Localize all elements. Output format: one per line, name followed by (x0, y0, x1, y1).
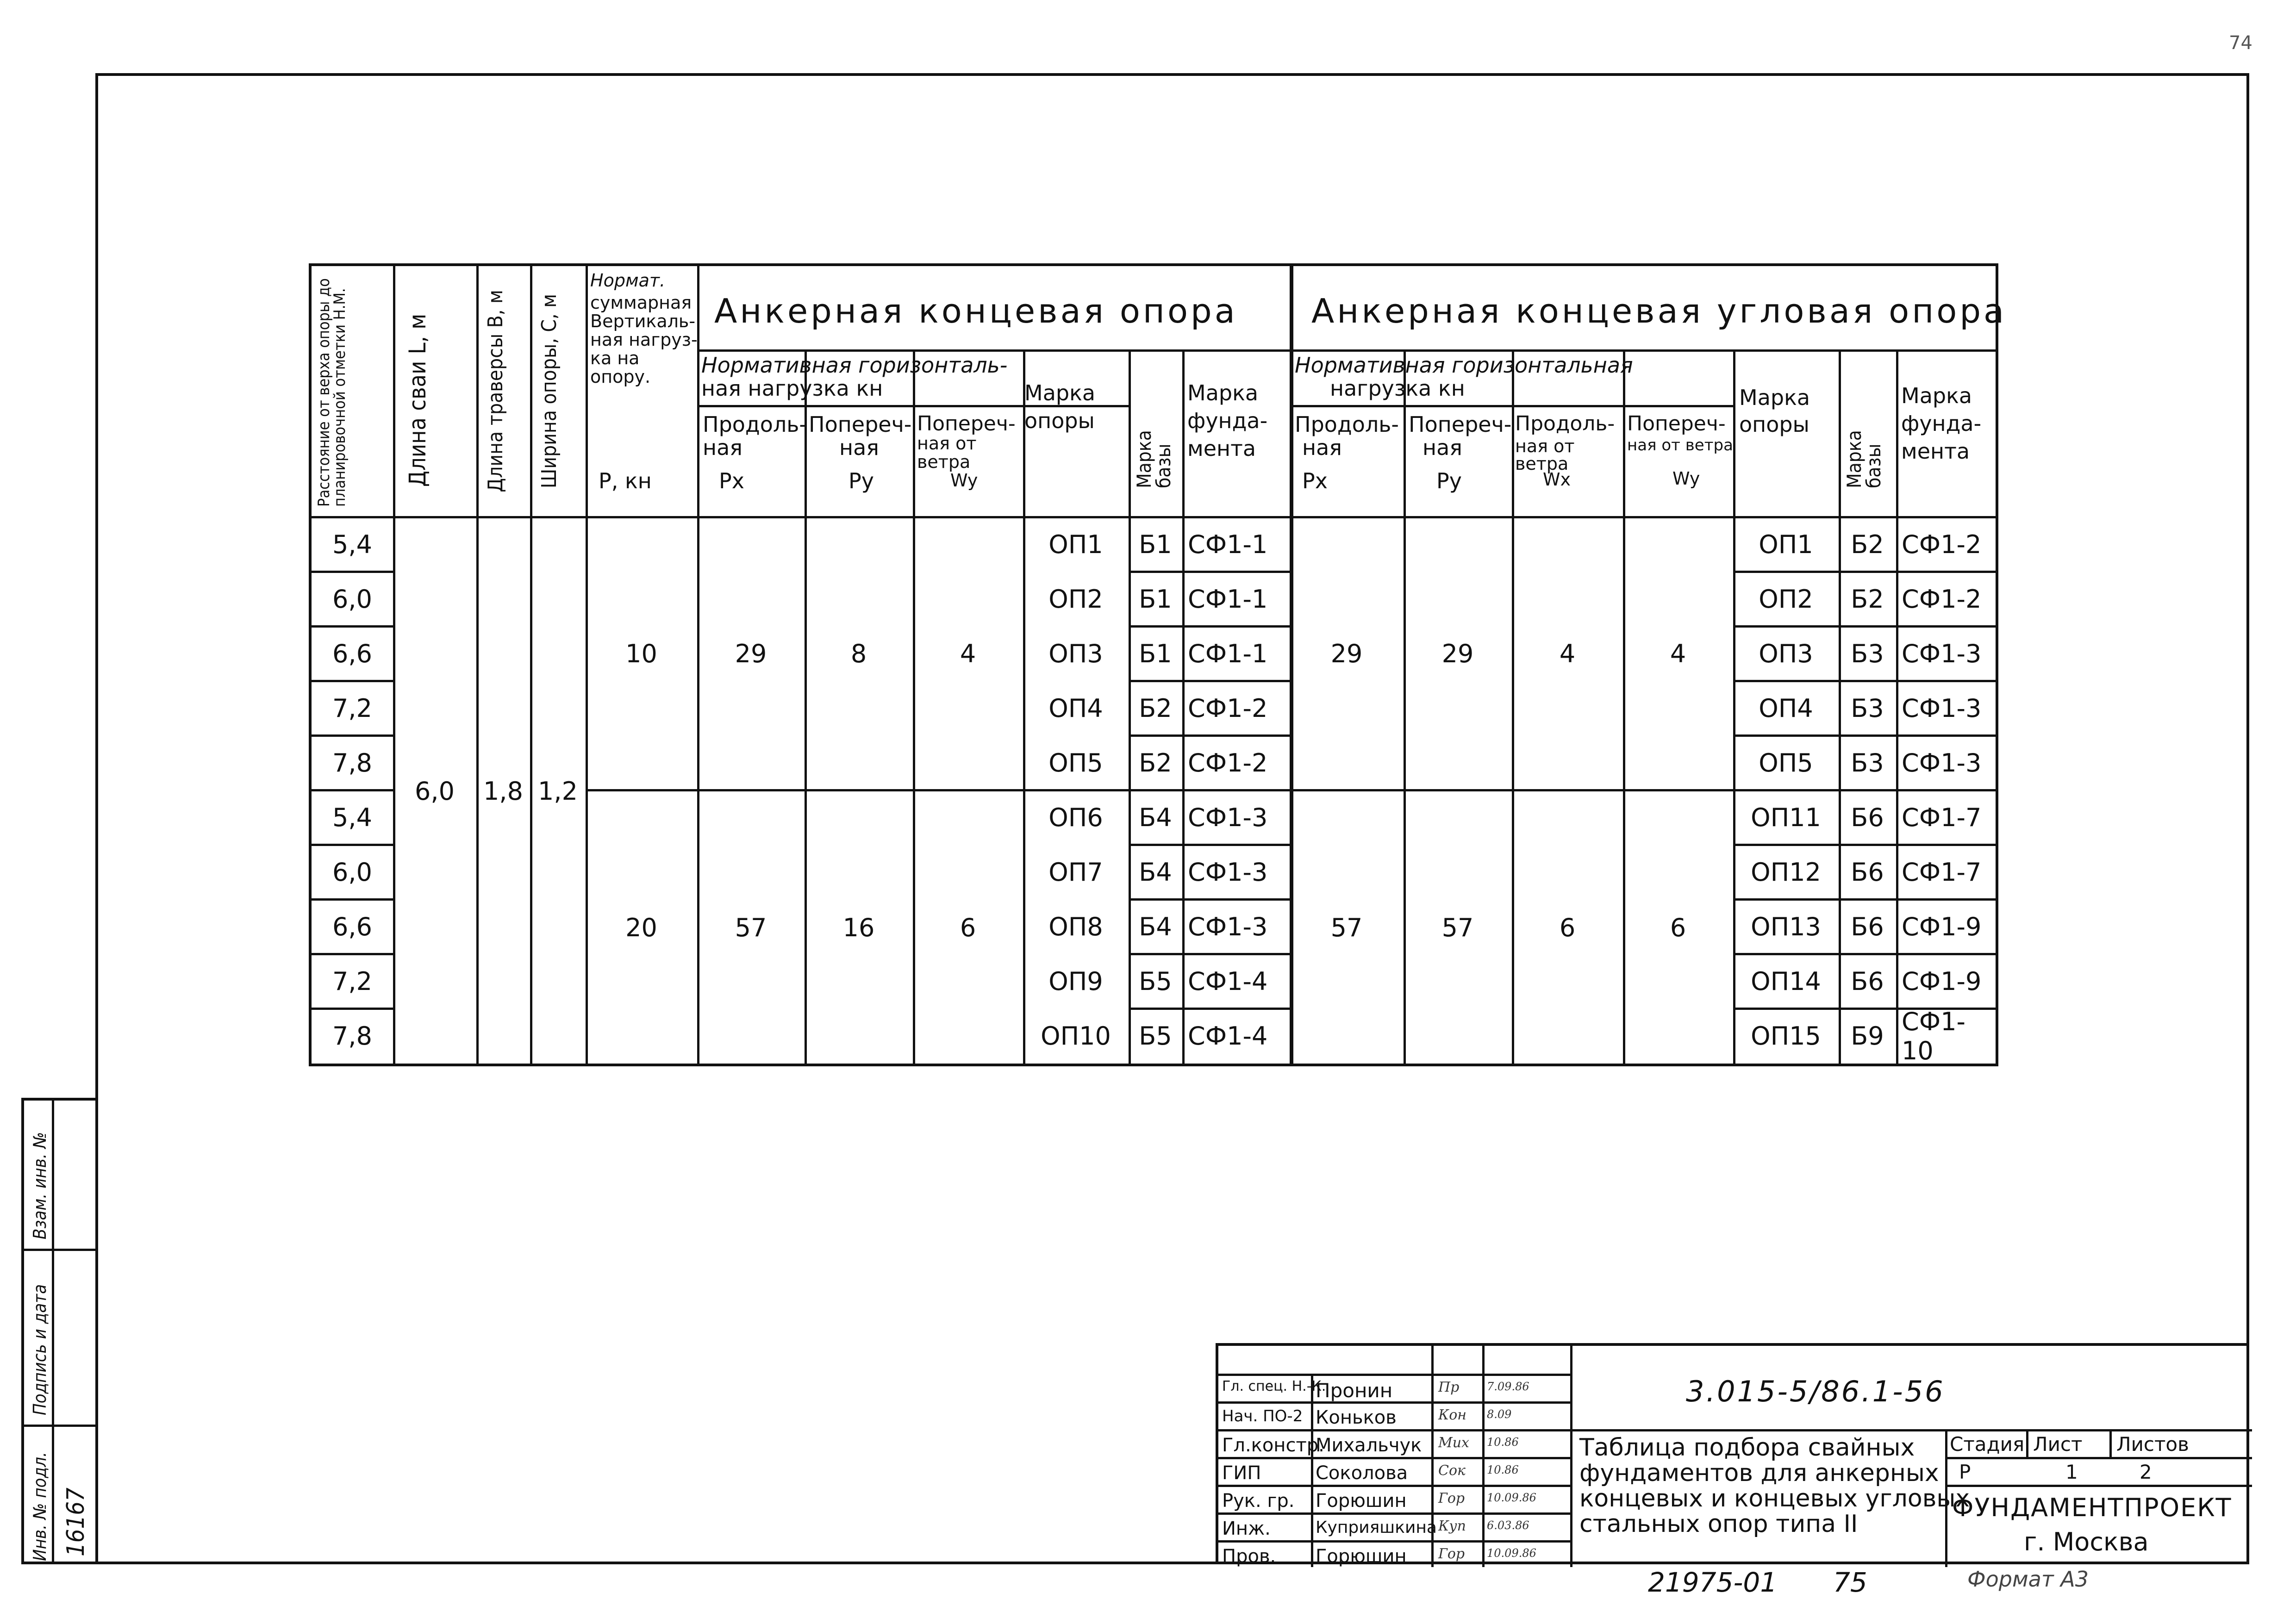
right-fund: СФ1-7 (1902, 803, 1982, 832)
right-wy-h3: Wy (1672, 468, 1700, 489)
group2-py: 16 (842, 913, 875, 942)
group2-right-px: 57 (1330, 913, 1363, 942)
left-group-title: Анкерная концевая опора (714, 292, 1238, 330)
sign-date: 7.09.86 (1487, 1380, 1529, 1393)
right-opora: ОП2 (1759, 585, 1813, 614)
right-opora: ОП11 (1751, 803, 1821, 832)
right-px-h3: Px (1302, 468, 1328, 493)
support-width-value: 1,2 (538, 776, 578, 806)
right-fund: СФ1-3 (1902, 748, 1982, 778)
role: Гл.констр. (1222, 1435, 1324, 1456)
right-opora: ОП12 (1751, 858, 1821, 887)
inv-label: Инв. № подл. (30, 1452, 50, 1561)
right-wy-h2: ная от ветра (1627, 436, 1733, 454)
right-marka-opory-1: Марка (1739, 385, 1810, 410)
right-fund: СФ1-9 (1902, 967, 1982, 996)
left-baza: Б4 (1139, 803, 1172, 832)
title-block (1216, 1343, 2249, 1567)
role: Гл. спец. Н.-К. (1222, 1378, 1326, 1394)
right-opora: ОП13 (1751, 912, 1821, 941)
left-py-h3: Py (849, 468, 874, 493)
sheet-label: Лист (2033, 1433, 2083, 1456)
sheet-format: Формат А3 (1967, 1567, 2089, 1592)
right-opora: ОП14 (1751, 967, 1821, 996)
left-px-h3: Px (719, 468, 744, 493)
stage-label: Стадия (1950, 1433, 2025, 1456)
header-pile-length: Длина сваи L, м (404, 313, 431, 487)
header-p-unit: Р, кн (599, 468, 652, 493)
right-marka-fund-1: Марка (1901, 383, 1972, 408)
right-wx-h3: ветра (1515, 454, 1569, 474)
sheet-value: 1 (2065, 1461, 2078, 1483)
left-baza: Б4 (1139, 912, 1172, 941)
left-marka-bazy: Марка базы (1133, 430, 1175, 488)
left-px-h2: ная (703, 435, 742, 460)
group2-wy: 6 (960, 913, 976, 942)
left-opora: ОП6 (1048, 803, 1103, 832)
left-baza: Б5 (1139, 1021, 1172, 1051)
left-load-title-1: Нормативная горизонталь- (701, 353, 1008, 378)
role: Пров. (1222, 1546, 1276, 1567)
person-name: Пронин (1316, 1379, 1393, 1402)
left-opora: ОП8 (1048, 912, 1103, 941)
header-p-line6: опору. (590, 367, 651, 387)
group1-wy: 4 (960, 639, 976, 668)
right-fund: СФ1-2 (1902, 530, 1982, 559)
left-stamp (21, 1098, 95, 1564)
group1-right-wy: 4 (1670, 639, 1686, 668)
header-p-line4: ная нагруз- (590, 330, 698, 350)
person-name: Куприяшкина (1316, 1518, 1437, 1537)
sign-date: 10.86 (1487, 1463, 1519, 1476)
right-wx-h1: Продоль- (1515, 412, 1615, 436)
header-p-line2: суммарная (590, 292, 692, 313)
pile-length-value: 6,0 (415, 776, 455, 806)
left-opora: ОП2 (1048, 585, 1103, 614)
right-px-h1: Продоль- (1295, 412, 1399, 437)
signature: Мих (1438, 1435, 1469, 1451)
right-marka-fund-2: фунда- (1901, 411, 1982, 436)
person-name: Михальчук (1316, 1435, 1422, 1456)
left-opora: ОП7 (1048, 858, 1103, 887)
sign-label: Подпись и дата (30, 1284, 50, 1415)
group1-p: 10 (625, 639, 657, 668)
height-cell: 5,4 (332, 530, 372, 559)
signature: Гор (1438, 1546, 1465, 1562)
left-wy-h2: ная от (917, 433, 977, 454)
document-code: 3.015-5/86.1-56 (1686, 1375, 1945, 1408)
height-cell: 6,6 (332, 639, 372, 668)
group1-right-px: 29 (1330, 639, 1363, 668)
archive-number: 21975-01 (1648, 1567, 1778, 1598)
right-load-title-2: нагрузка кн (1330, 376, 1465, 401)
stage-value: Р (1959, 1461, 1971, 1483)
right-wx-h4: Wx (1543, 469, 1571, 490)
header-traverse-length: Длина траверсы В, м (484, 290, 507, 492)
sheets-label: Листов (2116, 1433, 2189, 1456)
left-fund: СФ1-4 (1188, 1021, 1268, 1051)
right-py-h3: Py (1436, 468, 1462, 493)
document-title-line: Таблица подбора свайных (1579, 1434, 1915, 1462)
right-baza: Б6 (1851, 858, 1884, 887)
left-opora: ОП3 (1048, 639, 1103, 668)
header-distance: Расстояние от верха опоры до планировочной отметки Н.М. (315, 278, 349, 507)
person-name: Горюшин (1316, 1546, 1407, 1567)
left-load-title-2: ная нагрузка кн (701, 376, 883, 401)
document-title-line: концевых и концевых угловых (1579, 1485, 1970, 1512)
left-fund: СФ1-1 (1188, 530, 1268, 559)
group2-right-py: 57 (1441, 913, 1474, 942)
height-cell: 5,4 (332, 803, 372, 832)
header-p-line3: Вертикаль- (590, 311, 696, 331)
height-cell: 7,2 (332, 694, 372, 723)
header-p-line1: Нормат. (590, 270, 666, 291)
right-fund: СФ1-7 (1902, 858, 1982, 887)
person-name: Коньков (1316, 1407, 1397, 1428)
document-title-line: фундаментов для анкерных (1579, 1459, 1939, 1487)
left-baza: Б1 (1139, 585, 1172, 614)
right-marka-fund-3: мента (1901, 439, 1970, 464)
right-fund: СФ1-3 (1902, 694, 1982, 723)
role: Инж. (1222, 1518, 1271, 1539)
organization: ФУНДАМЕНТПРОЕКТ (1952, 1493, 2232, 1522)
sign-date: 8.09 (1487, 1408, 1512, 1421)
right-wy-h1: Попереч- (1627, 412, 1726, 436)
left-baza: Б2 (1139, 748, 1172, 778)
right-baza: Б2 (1851, 585, 1884, 614)
left-wy-h4: Wy (950, 470, 978, 491)
right-baza: Б6 (1851, 803, 1884, 832)
left-baza: Б5 (1139, 967, 1172, 996)
archive-page: 75 (1833, 1567, 1867, 1598)
left-fund: СФ1-3 (1188, 912, 1268, 941)
right-baza: Б6 (1851, 912, 1884, 941)
right-px-h2: ная (1302, 435, 1342, 460)
right-baza: Б3 (1851, 639, 1884, 668)
signature: Гор (1438, 1490, 1465, 1506)
left-opora: ОП5 (1048, 748, 1103, 778)
right-baza: Б3 (1851, 748, 1884, 778)
sign-date: 10.09.86 (1487, 1491, 1536, 1504)
group1-px: 29 (735, 639, 767, 668)
right-baza: Б3 (1851, 694, 1884, 723)
person-name: Горюшин (1316, 1490, 1407, 1512)
left-baza: Б1 (1139, 530, 1172, 559)
left-opora: ОП10 (1041, 1021, 1111, 1051)
right-opora: ОП4 (1759, 694, 1813, 723)
vzam-label: Взам. инв. № (30, 1132, 50, 1239)
right-group-title: Анкерная концевая угловая опора (1311, 292, 2007, 330)
height-cell: 6,0 (332, 858, 372, 887)
right-fund: СФ1-3 (1902, 639, 1982, 668)
city: г. Москва (2024, 1527, 2149, 1556)
left-opora: ОП4 (1048, 694, 1103, 723)
left-px-h1: Продоль- (703, 412, 807, 437)
role: ГИП (1222, 1462, 1261, 1484)
left-marka-fund-1: Марка (1187, 380, 1259, 405)
height-cell: 7,8 (332, 748, 372, 778)
left-baza: Б1 (1139, 639, 1172, 668)
sign-date: 10.09.86 (1487, 1547, 1536, 1560)
left-fund: СФ1-2 (1188, 694, 1268, 723)
right-baza: Б6 (1851, 967, 1884, 996)
signature: Кон (1438, 1407, 1467, 1423)
left-baza: Б4 (1139, 858, 1172, 887)
group2-right-wx: 6 (1559, 913, 1576, 942)
left-fund: СФ1-1 (1188, 585, 1268, 614)
height-cell: 7,8 (332, 1021, 372, 1051)
role: Нач. ПО-2 (1222, 1407, 1303, 1425)
document-title-line: стальных опор типа II (1579, 1510, 1858, 1538)
corner-mark: 74 (2229, 32, 2252, 54)
header-support-width: Ширина опоры, С, м (537, 293, 561, 489)
main-table (309, 263, 2007, 1066)
left-opora: ОП9 (1048, 967, 1103, 996)
left-fund: СФ1-4 (1188, 967, 1268, 996)
group2-p: 20 (625, 913, 657, 942)
left-fund: СФ1-3 (1188, 858, 1268, 887)
sign-date: 10.86 (1487, 1436, 1519, 1449)
left-opora: ОП1 (1048, 530, 1103, 559)
left-baza: Б2 (1139, 694, 1172, 723)
group2-px: 57 (735, 913, 767, 942)
height-cell: 7,2 (332, 967, 372, 996)
right-fund: СФ1-10 (1902, 1007, 1966, 1065)
person-name: Соколова (1316, 1462, 1408, 1484)
signature: Пр (1438, 1379, 1460, 1395)
left-marka-opory-1: Марка (1024, 380, 1096, 405)
right-wx-h2: ная от (1515, 436, 1575, 456)
left-wy-h1: Попереч- (917, 412, 1016, 436)
left-fund: СФ1-3 (1188, 803, 1268, 832)
left-marka-fund-2: фунда- (1187, 408, 1268, 433)
right-fund: СФ1-9 (1902, 912, 1982, 941)
right-py-h2: ная (1423, 435, 1462, 460)
role: Рук. гр. (1222, 1490, 1295, 1512)
right-opora: ОП15 (1751, 1021, 1821, 1051)
height-cell: 6,6 (332, 912, 372, 941)
signature: Сок (1438, 1462, 1466, 1479)
right-opora: ОП3 (1759, 639, 1813, 668)
left-wy-h3: ветра (917, 452, 971, 472)
left-marka-fund-3: мента (1187, 436, 1256, 461)
right-baza: Б2 (1851, 530, 1884, 559)
right-opora: ОП1 (1759, 530, 1813, 559)
right-marka-opory-2: опоры (1739, 412, 1809, 437)
left-py-h1: Попереч- (809, 412, 912, 437)
right-py-h1: Попереч- (1409, 412, 1512, 437)
sheets-value: 2 (2140, 1461, 2152, 1483)
left-fund: СФ1-1 (1188, 639, 1268, 668)
right-baza: Б9 (1851, 1021, 1884, 1051)
left-marka-opory-2: опоры (1024, 408, 1095, 433)
group2-right-wy: 6 (1670, 913, 1686, 942)
right-opora: ОП5 (1759, 748, 1813, 778)
signature: Куп (1438, 1518, 1466, 1534)
left-py-h2: ная (839, 435, 879, 460)
height-cell: 6,0 (332, 585, 372, 614)
traverse-length-value: 1,8 (483, 776, 523, 806)
sign-date: 6.03.86 (1487, 1519, 1529, 1532)
group1-right-py: 29 (1441, 639, 1474, 668)
group1-py: 8 (850, 639, 867, 668)
left-fund: СФ1-2 (1188, 748, 1268, 778)
right-marka-bazy: Марка базы (1843, 430, 1885, 488)
inv-number: 16167 (62, 1487, 90, 1556)
right-load-title-1: Нормативная горизонтальная (1295, 353, 1633, 378)
right-fund: СФ1-2 (1902, 585, 1982, 614)
header-p-line5: ка на (590, 348, 640, 368)
group1-right-wx: 4 (1559, 639, 1576, 668)
